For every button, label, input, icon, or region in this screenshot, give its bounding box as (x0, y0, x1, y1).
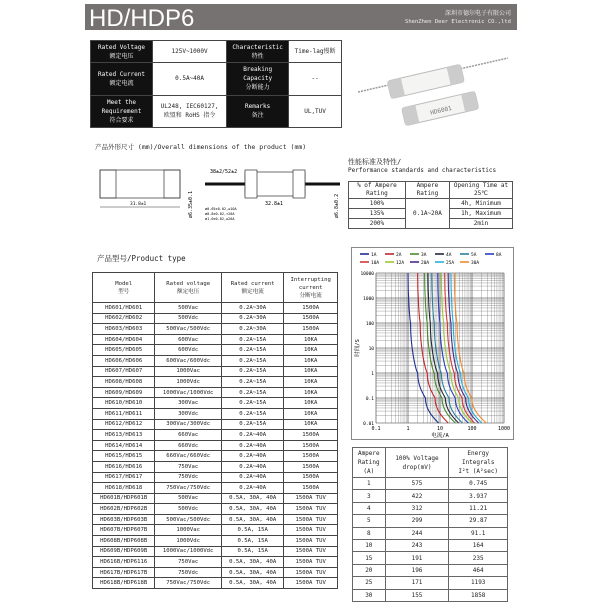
table-cell: 0.2A~15A (222, 419, 284, 430)
table-cell: 30 (353, 589, 386, 601)
table-row (93, 472, 338, 483)
lead-note: ø1.0±0.02,≥20A (205, 217, 235, 221)
table-cell: 20 (353, 564, 386, 576)
table-row (93, 525, 338, 536)
legend-label: 1A (371, 252, 377, 258)
table-cell: HD610/HD610 (93, 398, 155, 409)
table-cell: 196 (385, 564, 449, 576)
table-cell: HD612/HD612 (93, 419, 155, 430)
company-name-en: ShenZhen Deer Electronic CO.,ltd (405, 19, 511, 25)
table-cell: 1500A (284, 324, 338, 335)
spec-value: 125V~1000V (153, 41, 227, 63)
table-cell: 0.2A~40A (222, 440, 284, 451)
table-cell: 3 (353, 490, 386, 502)
cell: 100% (349, 199, 406, 209)
performance-title-en: Performance standards and characteristics (348, 167, 497, 174)
table-row (93, 355, 338, 366)
table-cell: 0.2A~40A (222, 451, 284, 462)
table-cell: 660Vdc (155, 440, 222, 451)
table-cell: 10KA (284, 366, 338, 377)
table-row (353, 527, 508, 539)
table-cell: 0.2A~15A (222, 366, 284, 377)
column-header: Energy Integrals I²t (A²sec) (449, 448, 508, 478)
header-row (93, 273, 338, 303)
table-row (93, 578, 338, 589)
column-header: Interrupting current 分断电流 (284, 273, 338, 303)
table-row (93, 514, 338, 525)
cell: 4h, Minimum (450, 199, 513, 209)
table-row (93, 557, 338, 568)
table-cell: 0.2A~15A (222, 334, 284, 345)
legend-label: 3A (421, 252, 427, 258)
column-header: 100% Voltage drop(mV) (385, 448, 449, 478)
table-cell: 312 (385, 502, 449, 514)
table-cell: HD617/HD617 (93, 472, 155, 483)
table-cell: HD602/HD602 (93, 313, 155, 324)
table-cell: HD606/HD606 (93, 355, 155, 366)
spec-row (91, 63, 342, 95)
table-cell: HD611/HD611 (93, 408, 155, 419)
spec-label: Rated Voltage 额定电压 (91, 41, 153, 63)
legend-label: 2A (396, 252, 402, 258)
lead-note: ø0.65±0.02,≤10A (205, 207, 237, 211)
table-cell: 300Vac/300Vdc (155, 419, 222, 430)
fuse-photo (358, 50, 513, 135)
table-cell: 750Vac/750Vdc (155, 483, 222, 494)
table-cell: 1500A (284, 430, 338, 441)
table-cell: 1500A TUV (284, 546, 338, 557)
table-row (353, 577, 508, 589)
y-tick-label: 0.1 (365, 397, 374, 402)
table-cell: 500Vac/500Vdc (155, 324, 222, 335)
table-row (353, 552, 508, 564)
table-row (93, 408, 338, 419)
table-cell: HD618B/HDP618B (93, 578, 155, 589)
table-cell: 0.5A, 30A, 40A (222, 578, 284, 589)
header-cell: Ampere Rating (405, 182, 449, 199)
table-cell: 300Vac (155, 398, 222, 409)
table-cell: 10KA (284, 345, 338, 356)
table-cell: 1500A TUV (284, 536, 338, 547)
spec-label: Meet the Requirement 符合要求 (91, 95, 153, 128)
cell: 2min (450, 219, 513, 229)
spec-value: -- (289, 63, 342, 95)
time-current-chart (351, 247, 514, 440)
energy-table (352, 447, 508, 602)
table-cell: 171 (385, 577, 449, 589)
header-cell: Opening Time at 25℃ (450, 182, 513, 199)
table-cell: 1000Vdc (155, 377, 222, 388)
table-cell: 164 (449, 539, 508, 551)
table-cell: HD618/HD618 (93, 483, 155, 494)
table-cell: 0.2A~15A (222, 377, 284, 388)
table-cell: 500Vac (155, 303, 222, 314)
spec-value: UL,TUV (289, 95, 342, 128)
table-cell: 4 (353, 502, 386, 514)
spec-label: Breaking Capacity 分断能力 (227, 63, 289, 95)
column-header: Model 型号 (93, 273, 155, 303)
legend-label: 20A (421, 260, 430, 266)
fuse-label: HD6001 (429, 104, 453, 117)
table-cell: 10KA (284, 398, 338, 409)
x-tick-label: 10 (436, 426, 444, 432)
performance-title-cn: 性能标准及特性/ (348, 158, 402, 166)
table-cell: 29.87 (449, 515, 508, 527)
column-header: Rated voltage 额定电压 (155, 273, 222, 303)
table-row (93, 567, 338, 578)
table-cell: 1000Vac (155, 525, 222, 536)
table-cell: 1500A (284, 483, 338, 494)
table-row (93, 419, 338, 430)
table-cell: 0.2A~40A (222, 483, 284, 494)
table-row (93, 377, 338, 388)
table-row (353, 515, 508, 527)
table-cell: 575 (385, 478, 449, 490)
table-cell: 500Vac (155, 493, 222, 504)
y-axis-label: 时间/S (355, 339, 361, 357)
table-cell: 1500A (284, 451, 338, 462)
table-cell: 600Vac (155, 334, 222, 345)
table-cell: HD607/HD607 (93, 366, 155, 377)
legend-label: 12A (396, 260, 405, 266)
table-cell: 1000Vac/1000Vdc (155, 387, 222, 398)
table-row (93, 303, 338, 314)
table-cell: 191 (385, 552, 449, 564)
table-cell: 15 (353, 552, 386, 564)
table-cell: HD603/HD603 (93, 324, 155, 335)
spec-value: Time-lag慢断 (289, 41, 342, 63)
table-cell: HD615/HD615 (93, 451, 155, 462)
table-cell: 0.5A, 30A, 40A (222, 514, 284, 525)
x-axis-label: 电流/A (431, 433, 449, 439)
table-cell: 155 (385, 589, 449, 601)
table-cell: 0.2A~40A (222, 461, 284, 472)
table-row (93, 345, 338, 356)
x-tick-label: 1 (406, 426, 410, 432)
length-label: 31.8±1 (130, 202, 147, 207)
legend-label: 4A (446, 252, 452, 258)
table-cell: 1500A TUV (284, 504, 338, 515)
table-cell: 1500A TUV (284, 567, 338, 578)
x-tick-label: 0.1 (371, 426, 381, 432)
y-tick-label: 0.01 (363, 422, 374, 427)
table-cell: HD605/HD605 (93, 345, 155, 356)
table-cell: 500Vdc (155, 313, 222, 324)
table-row (93, 504, 338, 515)
table-cell: 750Vac (155, 461, 222, 472)
table-cell: 0.5A, 30A, 40A (222, 557, 284, 568)
table-cell: 0.2A~40A (222, 430, 284, 441)
performance-table (348, 181, 513, 229)
table-cell: 10KA (284, 419, 338, 430)
table-cell: 0.2A~15A (222, 408, 284, 419)
table-cell: 10KA (284, 355, 338, 366)
spec-table (90, 40, 342, 128)
table-cell: HD603B/HDP603B (93, 514, 155, 525)
table-cell: HD601/HD601 (93, 303, 155, 314)
table-cell: HD616/HD616 (93, 461, 155, 472)
table-cell: HD617B/HDP617B (93, 567, 155, 578)
x-tick-label: 1000 (497, 426, 511, 432)
table-cell: 500Vac/500Vdc (155, 514, 222, 525)
company-name-cn: 深圳市德尔电子有限公司 (444, 10, 511, 17)
table-cell: 1500A TUV (284, 578, 338, 589)
table-cell: 1193 (449, 577, 508, 589)
legend-label: 10A (371, 260, 380, 266)
table-cell: 0.2A~30A (222, 324, 284, 335)
table-cell: 3.937 (449, 490, 508, 502)
table-cell: 1500A (284, 440, 338, 451)
table-cell: 660Vac (155, 430, 222, 441)
cell: 0.1A~20A (405, 199, 449, 229)
table-cell: 0.2A~15A (222, 398, 284, 409)
table-row (93, 324, 338, 335)
product-series-title: HD/HDP6 (89, 5, 195, 32)
table-cell: 750Vdc (155, 567, 222, 578)
table-row (93, 313, 338, 324)
table-row (353, 502, 508, 514)
y-tick-label: 1 (371, 372, 374, 377)
y-tick-label: 100 (365, 322, 374, 327)
table-cell: 10KA (284, 387, 338, 398)
table-row (93, 334, 338, 345)
table-cell: 1500A TUV (284, 557, 338, 568)
table-cell: 299 (385, 515, 449, 527)
dimensions-title: 产品外形尺寸 (mm)/Overall dimensions of the product (mm) (95, 143, 307, 151)
table-cell: 1500A (284, 461, 338, 472)
table-row (93, 387, 338, 398)
legend-label: 30A (471, 260, 480, 266)
table-row (93, 493, 338, 504)
lead-length-label: 38±2/52±2 (210, 169, 238, 175)
table-cell: HD616B/HDP6116 (93, 557, 155, 568)
table-row (93, 440, 338, 451)
cell: 135% (349, 209, 406, 219)
product-type-table (92, 272, 338, 589)
table-row (93, 430, 338, 441)
table-cell: 0.5A, 15A (222, 525, 284, 536)
table-cell: 300Vdc (155, 408, 222, 419)
table-row (353, 539, 508, 551)
table-cell: 0.5A, 30A, 40A (222, 567, 284, 578)
spec-value: 0.5A~40A (153, 63, 227, 95)
table-cell: 600Vac/600Vdc (155, 355, 222, 366)
spec-label: Characteristic 特性 (227, 41, 289, 63)
table-cell: 10KA (284, 408, 338, 419)
column-header: Rated current 额定电流 (222, 273, 284, 303)
table-row (93, 398, 338, 409)
table-cell: 1000Vac/1000Vdc (155, 546, 222, 557)
spec-label: Rated Current 额定电流 (91, 63, 153, 95)
table-cell: 422 (385, 490, 449, 502)
table-cell: 25 (353, 577, 386, 589)
table-cell: 0.2A~15A (222, 387, 284, 398)
table-cell: 1500A TUV (284, 493, 338, 504)
table-row (353, 490, 508, 502)
table-cell: 0.2A~15A (222, 345, 284, 356)
product-type-title: 产品型号/Product type (97, 254, 186, 263)
table-cell: 10KA (284, 334, 338, 345)
header-row (353, 448, 508, 478)
table-cell: 1500A TUV (284, 514, 338, 525)
table-cell: 1000Vac (155, 366, 222, 377)
table-row (353, 478, 508, 490)
y-tick-label: 10 (368, 347, 374, 352)
body-length-label: 32.8±1 (265, 201, 284, 207)
table-cell: 0.5A, 15A (222, 546, 284, 557)
legend-label: 8A (496, 252, 502, 258)
spec-row (91, 41, 342, 63)
dimension-drawing (95, 160, 345, 230)
table-cell: 750Vac/750Vdc (155, 578, 222, 589)
table-cell: HD608B/HDP608B (93, 536, 155, 547)
table-cell: 0.5A, 30A, 40A (222, 493, 284, 504)
column-header: Ampere Rating (A) (353, 448, 386, 478)
y-tick-label: 1000 (363, 297, 374, 302)
table-cell: 10 (353, 539, 386, 551)
table-cell: 91.1 (449, 527, 508, 539)
diameter-label: ø6.8±0.2 (334, 193, 340, 218)
table-cell: 1000Vdc (155, 536, 222, 547)
table-row (93, 536, 338, 547)
table-cell: 10KA (284, 377, 338, 388)
table-cell: HD609B/HDP609B (93, 546, 155, 557)
table-cell: 8 (353, 527, 386, 539)
table-cell: 1858 (449, 589, 508, 601)
table-cell: 1500A (284, 303, 338, 314)
header-cell: % of Ampere Rating (349, 182, 406, 199)
header-bar (85, 4, 517, 30)
table-row (93, 366, 338, 377)
x-tick-label: 100 (467, 426, 477, 432)
table-cell: 0.5A, 30A, 40A (222, 504, 284, 515)
table-cell: 0.745 (449, 478, 508, 490)
fuse-image (358, 50, 513, 135)
table-cell: 0.2A~30A (222, 313, 284, 324)
table-row (353, 564, 508, 576)
legend-label: 25A (446, 260, 455, 266)
table-cell: 500Vdc (155, 504, 222, 515)
table-cell: 0.2A~40A (222, 472, 284, 483)
table-cell: 243 (385, 539, 449, 551)
table-cell: HD614/HD614 (93, 440, 155, 451)
cell: 1h, Maximum (450, 209, 513, 219)
legend-label: 5A (471, 252, 477, 258)
table-row (93, 461, 338, 472)
table-cell: 750Vdc (155, 472, 222, 483)
table-cell: 11.21 (449, 502, 508, 514)
spec-row (91, 95, 342, 128)
table-cell: 1500A (284, 313, 338, 324)
table-cell: 0.2A~15A (222, 355, 284, 366)
table-cell: 660Vac/660Vdc (155, 451, 222, 462)
table-cell: HD613/HD613 (93, 430, 155, 441)
table-cell: 750Vac (155, 557, 222, 568)
table-cell: 1 (353, 478, 386, 490)
table-cell: HD608/HD608 (93, 377, 155, 388)
table-cell: HD609/HD609 (93, 387, 155, 398)
lead-note: ø0.8±0.02,<20A (205, 212, 235, 216)
table-cell: HD604/HD604 (93, 334, 155, 345)
table-cell: 235 (449, 552, 508, 564)
table-row (93, 451, 338, 462)
cell: 200% (349, 219, 406, 229)
table-cell: HD601B/HDP601B (93, 493, 155, 504)
table-row (93, 546, 338, 557)
table-cell: 244 (385, 527, 449, 539)
table-cell: 1500A (284, 472, 338, 483)
table-cell: 5 (353, 515, 386, 527)
table-cell: HD607B/HDP607B (93, 525, 155, 536)
spec-label: Remarks 备注 (227, 95, 289, 128)
table-cell: 464 (449, 564, 508, 576)
table-cell: 0.2A~30A (222, 303, 284, 314)
table-cell: HD602B/HDP602B (93, 504, 155, 515)
y-tick-label: 10000 (360, 272, 374, 277)
table-cell: 600Vdc (155, 345, 222, 356)
spec-value: UL248, IEC60127, 欧盟和 RoHS 指令 (153, 95, 227, 128)
diameter-label: ø6.35±0.1 (188, 190, 194, 218)
table-cell: 0.5A, 15A (222, 536, 284, 547)
table-row (93, 483, 338, 494)
table-cell: 1500A TUV (284, 525, 338, 536)
